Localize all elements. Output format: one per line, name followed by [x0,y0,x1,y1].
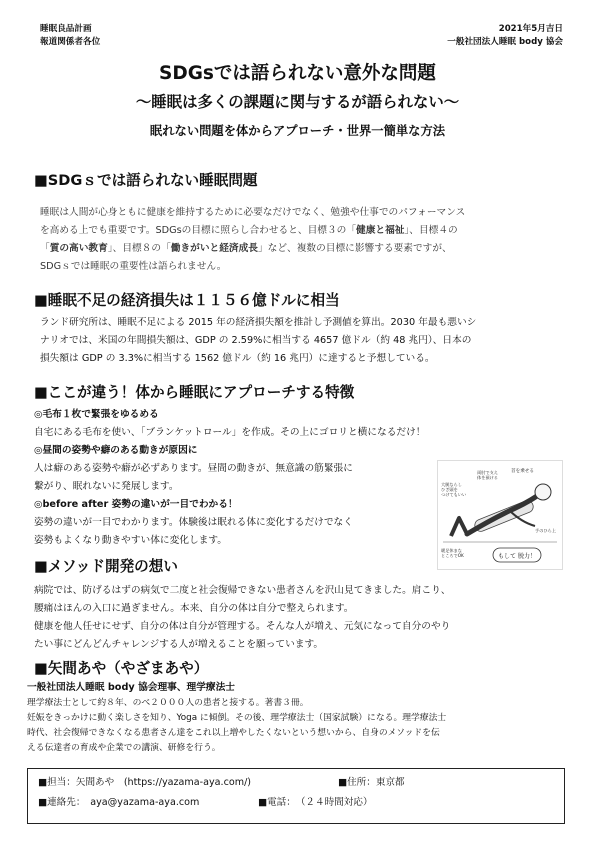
text-run: 」、目標４の [404,225,458,236]
highlight-education: 質の高い教育 [49,243,108,254]
blanket-roll-illustration [437,460,563,570]
paragraph-line: 自宅にある毛布を使い、「ブランケットロール」を作成。その上にゴロリと横になるだけ！ [34,427,426,438]
illus-label-feet: 暖足休まなところでOK [441,548,464,558]
paragraph-line: 繋がり、眠れないに発展します。 [34,481,179,492]
contact-row [38,773,564,793]
contact-address: ■住所：東京都 [338,777,405,788]
paragraph-line: 病院では、防げるはずの病気で二度と社会復帰できない患者さんを沢山見てきました。肩こり、 [34,585,451,596]
main-title: SDGsでは語られない意外な問題 [159,63,436,84]
header-project-name: 睡眠良品計画 [40,24,92,34]
feature-title-blanket: ◎毛布１枚で緊張をゆるめる [34,409,159,420]
text-run: 」など、複数の目標に影響する要素ですが、 [257,243,452,254]
paragraph-line: 妊娠をきっかけに動く楽しさを知り、Yoga に傾倒。その後、理学療法士（国家試験）になる。理学療法士 [27,713,447,723]
paragraph-line: SDGｓでは睡眠の重要性は語られません。 [40,261,227,272]
paragraph-line [40,240,465,258]
header-date: 2021年5月吉日 [498,24,563,34]
profile-heading: ■矢間あや（やざまあや） [34,660,209,677]
paragraph-line: 時代、社会復帰できなくなる患者さん達をこれ以上増やしたくないという想いから、自身のメソッドを伝 [27,728,440,738]
paragraph-line [40,222,465,240]
highlight-health: 健康と福祉 [356,225,405,236]
section-economic-loss-heading: ■睡眠不足の経済損失は１１５６億ドルに相当 [34,292,340,309]
text-run: 」、目標８の「 [107,243,171,254]
section-economic-loss-body [40,314,476,368]
section-method-heading: ■メソッド開発の想い [34,558,178,575]
illus-speech-bubble: もして 脱力！ [498,553,536,560]
contact-row [38,793,564,813]
paragraph-line: ナリオでは、米国の年間損失額は、GDP の 2.59%に相当する 4657 億ドル（約 48 兆円）、日本の [40,335,472,346]
paragraph-line: 健康を他人任せにせず、自分の体は自分が管理する。そんな人が増え、元気になって自分のやり [34,621,451,632]
contact-phone: ■電話： （２４時間対応） [258,797,373,808]
illus-label-neck: 首を乗せる [511,469,534,474]
illus-label-knees: 大腿ならしひざ頭をつけてもいい [441,482,467,497]
section-features-body [34,406,425,550]
header-left [40,23,100,49]
contact-person: ■担当：矢間あや (https://yazama-aya.com/) [38,777,252,788]
highlight-work: 働きがいと経済成長 [170,243,258,254]
paragraph-line: 損失額は GDP の 3.3%に相当する 1562 億ドル（約 16 兆円）に達すると予想している。 [40,353,435,364]
text-run: 「 [40,243,50,254]
section-sdgs-heading: ■SDGｓでは語られない睡眠問題 [34,172,258,189]
feature-title-before-after: ◎before after 姿勢の違いが一目でわかる！ [34,499,238,510]
text-run: を高める上でも重要です。SDGsの目標に照らし合わせると、目標３の「 [40,225,357,236]
paragraph-line: える伝達者の育成や企業での講演、研修を行う。 [27,743,221,751]
paragraph-line: ランド研究所は、睡眠不足による 2015 年の経済損失額を推計し予測値を算出。2030 年最も悪いシ [40,317,477,328]
paragraph-line: 姿勢もよくなり動きやすい体に変化します。 [34,535,227,546]
paragraph-line: 姿勢の違いが一目でわかります。体験後は眠れる体に変化するだけでなく [34,517,353,528]
section-method-body [34,582,451,654]
contact-box [27,768,565,824]
sub-title: ～睡眠は多くの課題に関与するが語られない～ [135,93,460,111]
section-sdgs-body [40,204,465,276]
header-right [447,23,563,49]
contact-email: ■連絡先： aya@yazama-aya.com [38,797,200,808]
header-audience: 報道関係者各位 [40,37,101,47]
paragraph-line: 人は癖のある姿勢や癖が必ずあります。昼間の動きが、無意識の筋緊張に [34,463,353,474]
paragraph-line: 睡眠は人間が心身ともに健康を維持するために必要なだけでなく、勉強や仕事でのパフォーマンス [40,207,466,218]
feature-title-posture: ◎昼間の姿勢や癖のある動きが原因に [34,445,198,456]
paragraph-line: 腰痛はほんの入口に過ぎません。本来、自分の体は自分で整えられます。 [34,603,354,614]
illustration-svg [437,460,563,570]
paragraph-line: たい事にどんどんチャレンジする人が増えることを願っています。 [34,639,324,650]
profile-body [27,680,446,751]
paragraph-line: 理学療法士として約８年、のべ２０００人の患者と接する。著書３冊。 [27,698,309,708]
illus-label-palm: 手のひら上 [535,528,556,533]
illus-label-elbows: 両肘で支え体を預ける [477,470,498,480]
tagline: 眠れない問題を体からアプローチ・世界一簡単な方法 [149,124,446,138]
profile-role: 一般社団法人睡眠 body 協会理事、理学療法士 [27,682,235,693]
header-org: 一般社団法人睡眠 body 協会 [447,37,563,47]
section-features-heading: ■ここが違う！体から睡眠にアプローチする特徴 [34,384,355,401]
